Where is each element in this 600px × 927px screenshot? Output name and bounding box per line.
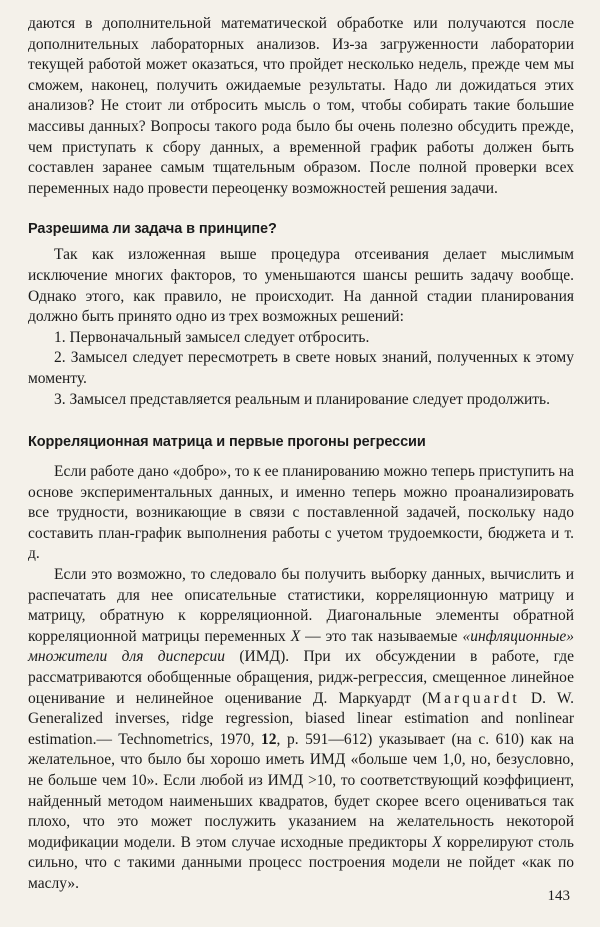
paragraph-vif <box>28 565 574 895</box>
text-run: Если это возможно, то следовало бы получить выборку данных, вычислить и распечатать для нее описательные статистики, корреляционную матрицу и матрицу, обратную к корреляционной. Диагональные элементы обратной корреляционной матрицы переменных <box>28 566 574 645</box>
text-run: коррелируют столь сильно, что с такими данными процесс построения модели не пойдет «как по маслу». <box>28 833 574 892</box>
section-heading-correlation-matrix: Корреляционная матрица и первые прогоны регрессии <box>28 434 426 451</box>
list-item: 1. Первоначальный замысел следует отбросить. <box>54 328 370 346</box>
term-vif: «инфляционные» множители для дисперсии <box>28 627 574 666</box>
variable-x: X <box>432 833 442 851</box>
variable-x: X <box>290 627 301 645</box>
paragraph-solvability-intro: Так как изложенная выше процедура отсеивания делает мыслимым исключение многих факторов, то уменьшаются шансы решить задачу вообще. Однако этого, как правило, не происходит. На данной стадии планирования должно быть принято одно из трех возможных решений: <box>28 246 574 326</box>
text-run: , p. 591—612) указывает (на с. 610) как на желательное, что было бы хорошо иметь ИМД «больше чем 1,0, но, безусловно, не больше чем 10». Если любой из ИМД >10, то соответствующий коэффициент, найденный методом наименьших квадратов, будет скорее всего оцениваться так плохо, что это может послужить указанием на желательность некоторой модификации модели. В этом случае исходные предикторы <box>28 730 574 851</box>
text-run: — это так называемые <box>300 627 463 645</box>
paragraph-top: даются в дополнительной математической обработке или получаются после дополнительных лабораторных анализов. Из-за загруженности лаборатории текущей работой может оказаться, что пройдет несколько недель, прежде чем мы сможем, наконец, получить ожидаемые результаты. Надо ли дожидаться этих анализов? Не стоит ли отбросить мысль о том, чтобы собирать такие большие массивы данных? Вопросы такого рода было бы очень полезно обсудить прежде, чем приступать к сбору данных, а временной график работы должен быть составлен заранее самым тщательным образом. После полной проверки всех переменных надо провести переоценку возможностей решения задачи. <box>28 15 574 197</box>
text-run: (ИМД). При их обсуждении в работе, где рассматриваются обобщенные обращения, ридж-регрессия, смещенное линейное оценивание и нелинейное оценивание Д. Маркуардт ( <box>28 648 574 707</box>
list-item: 3. Замысел представляется реальным и планирование следует продолжить. <box>54 390 550 408</box>
author-name: Marquardt <box>427 689 520 707</box>
page-number: 143 <box>547 888 570 904</box>
section-heading-solvability: Разрешима ли задача в принципе? <box>28 221 277 238</box>
text-run: D. W. Generalized inverses, ridge regression, biased linear estimation and nonlinear estimation.— Technometrics, 1970, <box>28 689 574 748</box>
paragraph-approval: Если работе дано «добро», то к ее планированию можно теперь приступить на основе экспериментальных данных, и именно теперь можно проанализировать все трудности, возникающие в связи с поставленной задачей, поскольку надо составить план-график выполнения работы с учетом трудоемкости, бюджета и т. д. <box>28 463 574 563</box>
volume-number: 12 <box>261 730 277 748</box>
list-item: 2. Замысел следует пересмотреть в свете новых знаний, полученных к этому моменту. <box>28 349 574 387</box>
